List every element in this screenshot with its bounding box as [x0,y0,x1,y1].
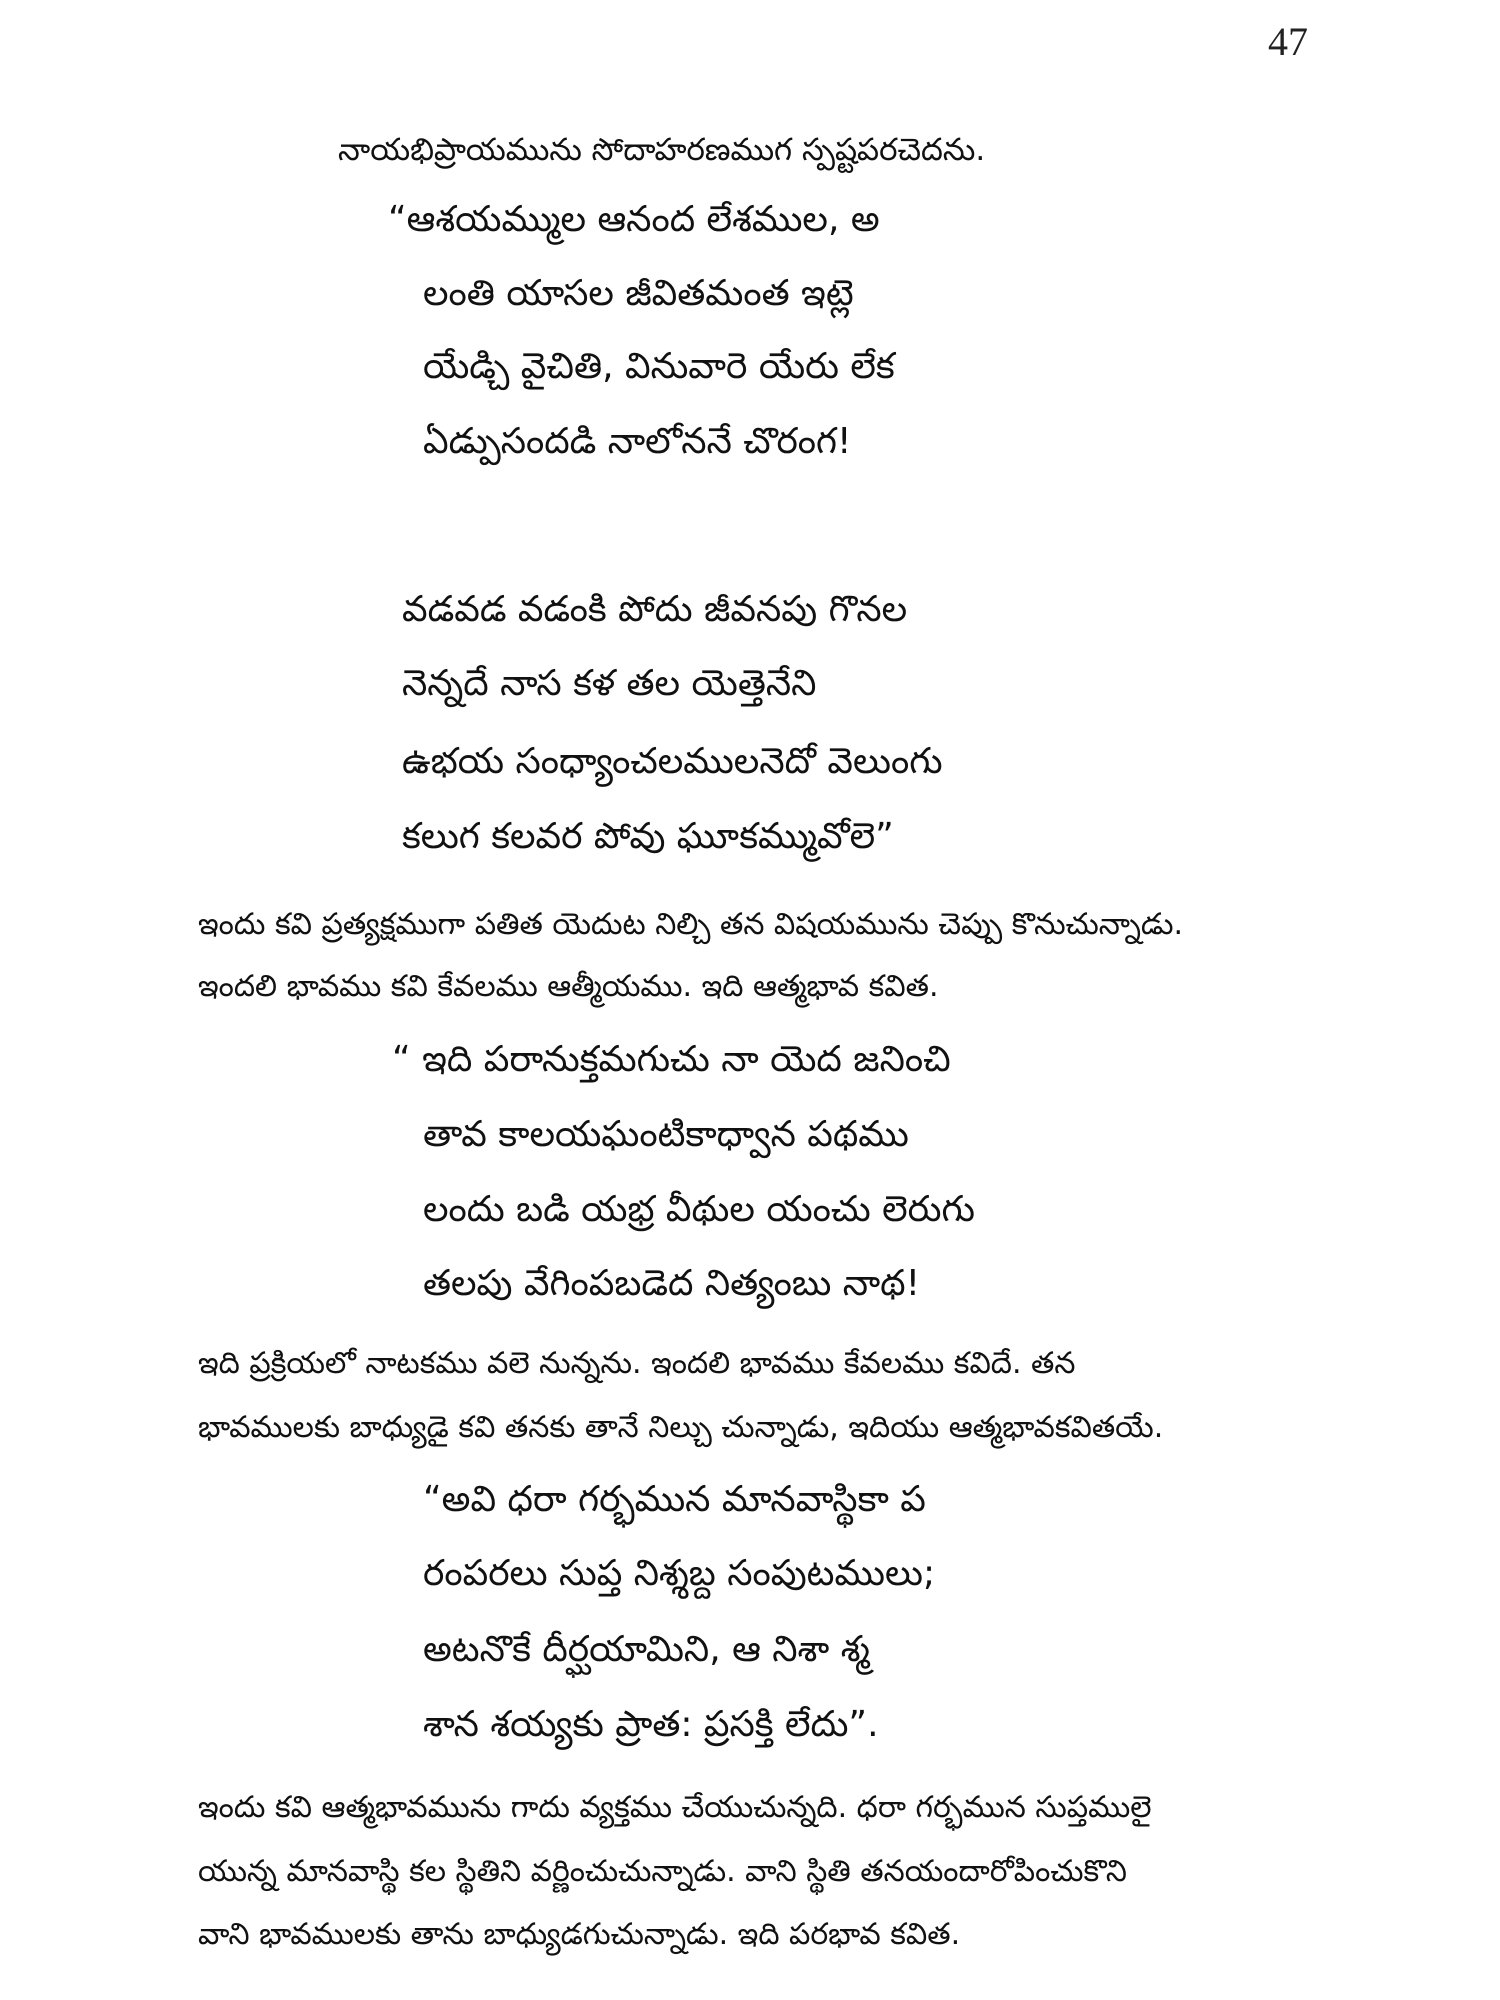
poem4-line-1: “అవి ధరా గర్భమున మానవాస్థికా ప [423,1479,926,1520]
page-number: 47 [1268,19,1308,64]
poem3-line-2: తావ కాలయఘంటికాధ్వాన పథము [423,1114,909,1155]
poem1-line-4: ఏడ్పుసందడి నాలోననే చొరంగ! [423,421,852,462]
para3-line-2: యున్న మానవాస్థి కల స్థితిని వర్ణించుచున్నాడు. వాని స్థితి తనయందారోపించుకొని [198,1854,1127,1889]
poem4-line-4: శాన శయ్యకు ప్రాత: ప్రసక్తి లేదు”. [423,1704,879,1745]
poem1-line-1: “ఆశయమ్ముల ఆనంద లేశముల, అ [388,199,880,240]
poem3-line-1: “ ఇది పరానుక్తమగుచు నా యెద జనించి [392,1039,951,1080]
poem1-line-2: లంతి యాసల జీవితమంత ఇట్లె [423,273,854,314]
para3-line-3: వాని భావములకు తాను బాధ్యుడగుచున్నాడు. ఇది పరభావ కవిత. [198,1917,961,1952]
intro-line: నాయభిప్రాయమును సోదాహరణముగ స్పష్టపరచెదను. [338,132,986,168]
poem1-line-3: యేడ్చి వైచితి, వినువారె యేరు లేక [423,346,895,387]
poem2-line-2: నెన్నదే నాస కళ తల యెత్తెనేని [402,663,817,704]
poem3-line-4: తలపు వేగింపబడెద నిత్యంబు నాథ! [423,1263,921,1304]
poem3-line-3: లందు బడి యభ్ర వీథుల యంచు లెరుగు [423,1189,975,1230]
poem2-line-3: ఉభయ సంధ్యాంచలములనెదో వెలుంగు [402,741,943,782]
para3-line-1: ఇందు కవి ఆత్మభావమును గాదు వ్యక్తము చేయుచున్నది. ధరా గర్భమున సుప్తములై [198,1790,1152,1825]
para1-line-1: ఇందు కవి ప్రత్యక్షముగా పతిత యెదుట నిల్చి తన విషయమును చెప్పు కొనుచున్నాడు. [198,907,1184,942]
poem4-line-3: అటనొకే దీర్ఘయామిని, ఆ నిశా శ్మ [423,1629,870,1670]
para1-line-2: ఇందలి భావము కవి కేవలము ఆత్మీయము. ఇది ఆత్మభావ కవిత. [198,969,939,1004]
poem2-line-1: వడవడ వడంకి పోదు జీవనపు గొనల [402,589,908,630]
para2-line-1: ఇది ప్రక్రియలో నాటకము వలె నున్నను. ఇందలి భావము కేవలము కవిదే. తన [198,1346,1076,1381]
para2-line-2: భావములకు బాధ్యుడై కవి తనకు తానే నిల్చు చున్నాడు, ఇదియు ఆత్మభావకవితయే. [198,1410,1164,1445]
poem2-line-4: కలుగ కలవర పోవు ఘూకమ్మువోలె” [402,816,894,857]
poem4-line-2: రంపరలు సుప్త నిశ్శబ్ద సంపుటములు; [423,1553,936,1594]
